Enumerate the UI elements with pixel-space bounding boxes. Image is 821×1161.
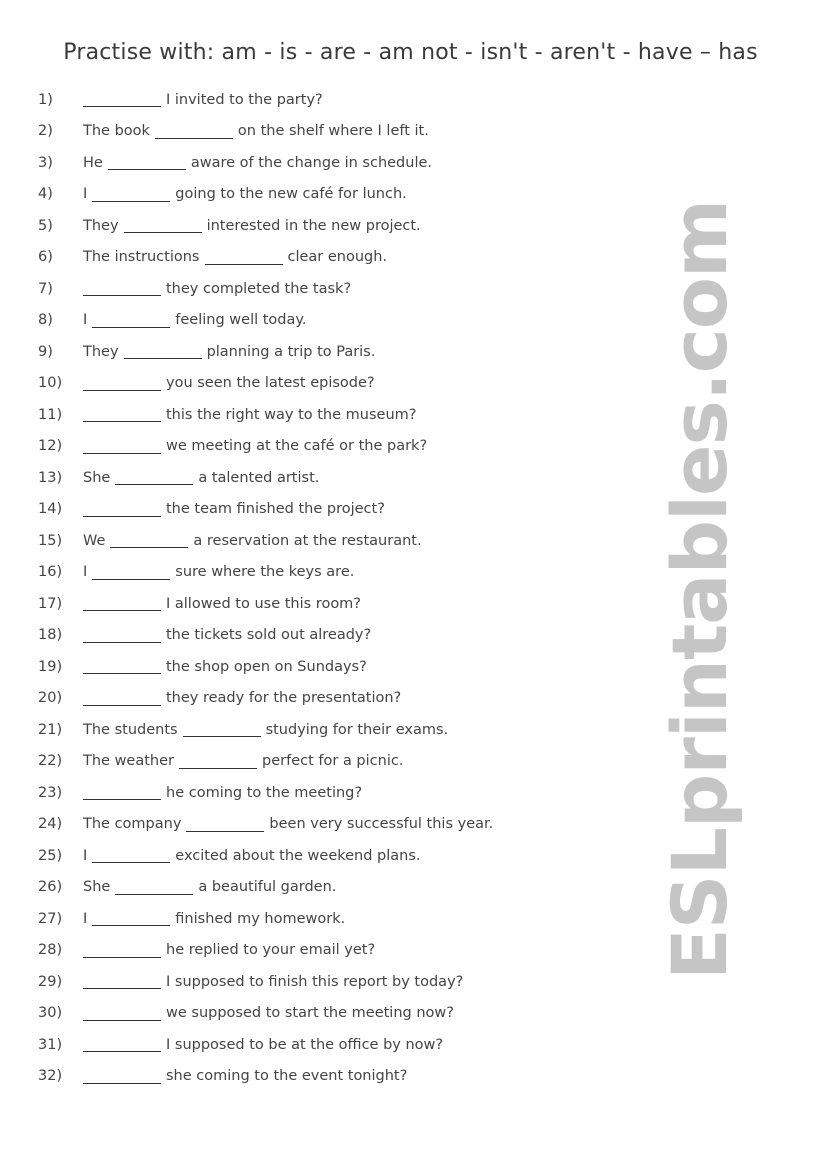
- sentence-start: They: [83, 343, 119, 360]
- exercise-item: [38, 966, 493, 998]
- answer-blank[interactable]: [83, 407, 161, 422]
- answer-blank[interactable]: [92, 848, 170, 863]
- exercise-item: [38, 210, 493, 242]
- item-number: 1): [38, 91, 53, 108]
- exercise-item: [38, 683, 493, 715]
- exercise-item: [38, 557, 493, 589]
- sentence-end: I supposed to be at the office by now?: [166, 1036, 444, 1053]
- sentence-end: she coming to the event tonight?: [166, 1068, 408, 1085]
- item-number: 24): [38, 816, 63, 833]
- sentence-end: a reservation at the restaurant.: [193, 532, 422, 549]
- item-number: 16): [38, 564, 63, 581]
- answer-blank[interactable]: [83, 1037, 161, 1052]
- answer-blank[interactable]: [92, 911, 170, 926]
- item-number: 28): [38, 942, 63, 959]
- sentence-end: been very successful this year.: [269, 816, 494, 833]
- exercise-item: [38, 620, 493, 652]
- exercise-item: [38, 305, 493, 337]
- sentence-end: I supposed to finish this report by today?: [166, 973, 464, 990]
- exercise-item: [38, 494, 493, 526]
- answer-blank[interactable]: [108, 155, 186, 170]
- exercise-item: [38, 116, 493, 148]
- sentence-start: She: [83, 879, 111, 896]
- item-number: 9): [38, 343, 53, 360]
- sentence-end: the team finished the project?: [166, 501, 385, 518]
- answer-blank[interactable]: [83, 439, 161, 454]
- answer-blank[interactable]: [83, 785, 161, 800]
- item-number: 10): [38, 375, 63, 392]
- sentence-start: The book: [83, 123, 150, 140]
- sentence-end: going to the new café for lunch.: [175, 186, 407, 203]
- sentence-start: The weather: [83, 753, 175, 770]
- item-number: 29): [38, 973, 63, 990]
- item-number: 11): [38, 406, 63, 423]
- watermark: ESLprintables.com: [655, 199, 744, 981]
- exercise-item: [38, 872, 493, 904]
- item-number: 31): [38, 1036, 63, 1053]
- exercise-item: [38, 84, 493, 116]
- item-number: 14): [38, 501, 63, 518]
- sentence-end: he replied to your email yet?: [166, 942, 376, 959]
- item-number: 13): [38, 469, 63, 486]
- exercise-item: [38, 147, 493, 179]
- item-number: 23): [38, 784, 63, 801]
- item-number: 26): [38, 879, 63, 896]
- answer-blank[interactable]: [115, 470, 193, 485]
- sentence-end: studying for their exams.: [265, 721, 449, 738]
- answer-blank[interactable]: [110, 533, 188, 548]
- exercise-item: [38, 336, 493, 368]
- exercise-item: [38, 714, 493, 746]
- sentence-end: feeling well today.: [175, 312, 307, 329]
- sentence-end: I invited to the party?: [166, 91, 323, 108]
- exercise-item: [38, 840, 493, 872]
- exercise-item: [38, 399, 493, 431]
- item-number: 22): [38, 753, 63, 770]
- exercise-list: [38, 84, 493, 1092]
- item-number: 17): [38, 595, 63, 612]
- answer-blank[interactable]: [92, 187, 170, 202]
- item-number: 30): [38, 1005, 63, 1022]
- sentence-start: I: [83, 910, 88, 927]
- sentence-end: I allowed to use this room?: [166, 595, 362, 612]
- answer-blank[interactable]: [92, 565, 170, 580]
- answer-blank[interactable]: [179, 754, 257, 769]
- sentence-end: perfect for a picnic.: [262, 753, 404, 770]
- sentence-end: interested in the new project.: [206, 217, 421, 234]
- exercise-item: [38, 651, 493, 683]
- answer-blank[interactable]: [83, 1006, 161, 1021]
- answer-blank[interactable]: [115, 880, 193, 895]
- item-number: 3): [38, 154, 53, 171]
- exercise-item: [38, 903, 493, 935]
- sentence-start: They: [83, 217, 119, 234]
- exercise-item: [38, 588, 493, 620]
- exercise-item: [38, 1029, 493, 1061]
- sentence-end: finished my homework.: [175, 910, 346, 927]
- answer-blank[interactable]: [83, 659, 161, 674]
- sentence-end: on the shelf where I left it.: [237, 123, 429, 140]
- item-number: 12): [38, 438, 63, 455]
- sentence-start: The students: [83, 721, 178, 738]
- sentence-end: they ready for the presentation?: [166, 690, 402, 707]
- item-number: 6): [38, 249, 53, 266]
- exercise-item: [38, 462, 493, 494]
- item-number: 4): [38, 186, 53, 203]
- answer-blank[interactable]: [83, 628, 161, 643]
- exercise-item: [38, 242, 493, 274]
- item-number: 5): [38, 217, 53, 234]
- answer-blank[interactable]: [83, 596, 161, 611]
- item-number: 19): [38, 658, 63, 675]
- item-number: 20): [38, 690, 63, 707]
- item-number: 27): [38, 910, 63, 927]
- exercise-item: [38, 1061, 493, 1093]
- sentence-end: we supposed to start the meeting now?: [166, 1005, 454, 1022]
- answer-blank[interactable]: [83, 974, 161, 989]
- item-number: 32): [38, 1068, 63, 1085]
- sentence-end: the shop open on Sundays?: [166, 658, 367, 675]
- exercise-item: [38, 179, 493, 211]
- sentence-end: a talented artist.: [198, 469, 320, 486]
- sentence-start: I: [83, 564, 88, 581]
- item-number: 25): [38, 847, 63, 864]
- exercise-item: [38, 935, 493, 967]
- item-number: 8): [38, 312, 53, 329]
- sentence-start: I: [83, 312, 88, 329]
- sentence-start: The company: [83, 816, 182, 833]
- sentence-end: they completed the task?: [166, 280, 352, 297]
- item-number: 18): [38, 627, 63, 644]
- answer-blank[interactable]: [155, 124, 233, 139]
- sentence-start: She: [83, 469, 111, 486]
- exercise-item: [38, 746, 493, 778]
- item-number: 15): [38, 532, 63, 549]
- answer-blank[interactable]: [83, 92, 161, 107]
- answer-blank[interactable]: [124, 218, 202, 233]
- sentence-end: aware of the change in schedule.: [190, 154, 433, 171]
- answer-blank[interactable]: [186, 817, 264, 832]
- exercise-item: [38, 525, 493, 557]
- exercise-item: [38, 273, 493, 305]
- item-number: 7): [38, 280, 53, 297]
- answer-blank[interactable]: [83, 502, 161, 517]
- answer-blank[interactable]: [124, 344, 202, 359]
- exercise-item: [38, 809, 493, 841]
- sentence-end: planning a trip to Paris.: [206, 343, 376, 360]
- sentence-end: we meeting at the café or the park?: [166, 438, 428, 455]
- sentence-start: We: [83, 532, 106, 549]
- exercise-item: [38, 777, 493, 809]
- sentence-end: a beautiful garden.: [198, 879, 337, 896]
- sentence-start: I: [83, 847, 88, 864]
- answer-blank[interactable]: [183, 722, 261, 737]
- sentence-end: the tickets sold out already?: [166, 627, 372, 644]
- item-number: 21): [38, 721, 63, 738]
- sentence-end: he coming to the meeting?: [166, 784, 363, 801]
- answer-blank[interactable]: [83, 943, 161, 958]
- worksheet-title: Practise with: am - is - are - am not - isn't - aren't - have – has: [63, 40, 758, 65]
- sentence-end: you seen the latest episode?: [166, 375, 375, 392]
- answer-blank[interactable]: [92, 313, 170, 328]
- sentence-end: clear enough.: [287, 249, 388, 266]
- answer-blank[interactable]: [83, 281, 161, 296]
- sentence-end: sure where the keys are.: [175, 564, 355, 581]
- exercise-item: [38, 998, 493, 1030]
- sentence-end: excited about the weekend plans.: [175, 847, 421, 864]
- item-number: 2): [38, 123, 53, 140]
- exercise-item: [38, 368, 493, 400]
- sentence-start: He: [83, 154, 103, 171]
- sentence-end: this the right way to the museum?: [166, 406, 417, 423]
- sentence-start: The instructions: [83, 249, 200, 266]
- exercise-item: [38, 431, 493, 463]
- answer-blank[interactable]: [205, 250, 283, 265]
- sentence-start: I: [83, 186, 88, 203]
- answer-blank[interactable]: [83, 376, 161, 391]
- answer-blank[interactable]: [83, 691, 161, 706]
- answer-blank[interactable]: [83, 1069, 161, 1084]
